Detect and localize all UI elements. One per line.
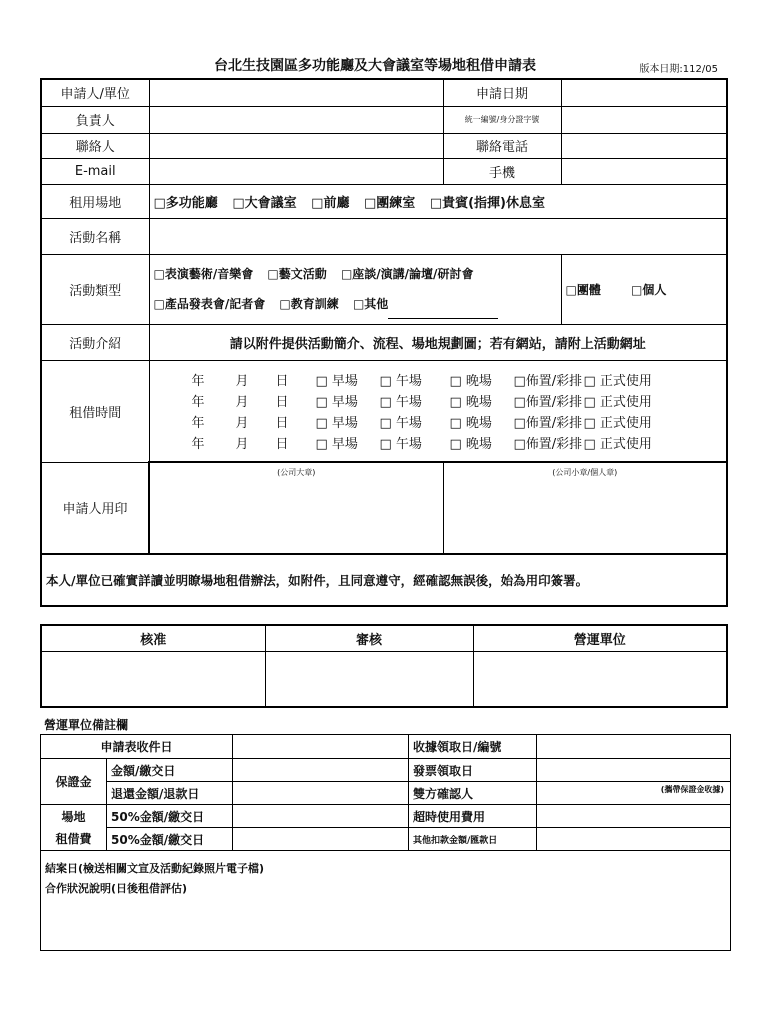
time-cell[interactable]: □ 午場 bbox=[379, 436, 422, 452]
confirm-field[interactable] bbox=[537, 782, 731, 805]
mobile-label: 手機 bbox=[443, 158, 561, 184]
seal-small-caption: (公司小章/個人章) bbox=[552, 468, 618, 477]
received-date-label: 申請表收件日 bbox=[41, 735, 233, 759]
overtime-field[interactable] bbox=[537, 805, 731, 828]
type-option[interactable]: □藝文活動 bbox=[267, 267, 327, 281]
time-label: 租借時間 bbox=[41, 360, 149, 462]
half1-field[interactable] bbox=[233, 805, 409, 828]
venue-fee-label: 場地 bbox=[41, 805, 107, 828]
seal-company-box[interactable] bbox=[149, 462, 443, 554]
seal-company-caption: (公司大章) bbox=[277, 468, 316, 477]
venue-option[interactable]: □大會議室 bbox=[232, 195, 297, 211]
time-cell[interactable]: □ 午場 bbox=[379, 394, 422, 410]
event-type-options bbox=[149, 254, 561, 324]
type-option[interactable]: □座談/演講/論壇/研討會 bbox=[340, 267, 474, 281]
application-table bbox=[40, 78, 728, 607]
half2-field[interactable] bbox=[233, 828, 409, 851]
time-cell: 月 bbox=[235, 394, 249, 410]
time-cell[interactable]: □ 晚場 bbox=[449, 415, 492, 431]
event-name-field[interactable] bbox=[149, 218, 727, 254]
contact-label: 聯絡人 bbox=[41, 133, 149, 158]
apply-date-field[interactable] bbox=[561, 79, 727, 106]
overtime-label: 超時使用費用 bbox=[409, 805, 537, 828]
amount-paid-field[interactable] bbox=[233, 759, 409, 782]
closing-label: 結案日(檢送相關文宣及活動紀錄照片電子檔) bbox=[45, 862, 265, 875]
venue-option[interactable]: □貴賓(指揮)休息室 bbox=[429, 195, 545, 211]
venue-option[interactable]: □多功能廳 bbox=[153, 195, 218, 211]
email-field[interactable] bbox=[149, 158, 443, 184]
manager-field[interactable] bbox=[149, 106, 443, 133]
declaration: 本人/單位已確實詳讀並明瞭場地租借辦法，如附件，且同意遵守，經確認無誤後，始為用印簽署。 bbox=[41, 554, 727, 606]
time-cell[interactable]: □ 早場 bbox=[315, 436, 358, 452]
ops-sign[interactable] bbox=[473, 651, 727, 707]
time-cell[interactable]: □ 早場 bbox=[315, 373, 358, 389]
time-cell[interactable]: □ 正式使用 bbox=[583, 373, 652, 389]
time-cell: 年 bbox=[191, 394, 205, 410]
approval-table bbox=[40, 624, 728, 708]
amount-paid-label: 金額/繳交日 bbox=[107, 759, 233, 782]
time-cell: 日 bbox=[275, 415, 289, 431]
time-cell: 月 bbox=[235, 436, 249, 452]
ops-section-title: 營運單位備註欄 bbox=[44, 718, 129, 732]
event-type-label: 活動類型 bbox=[41, 254, 149, 324]
time-cell: 月 bbox=[235, 415, 249, 431]
applicant-label: 申請人/單位 bbox=[41, 79, 149, 106]
contact-field[interactable] bbox=[149, 133, 443, 158]
receipt-field[interactable] bbox=[537, 735, 731, 759]
time-cell: 年 bbox=[191, 415, 205, 431]
time-cell: 年 bbox=[191, 436, 205, 452]
cooperation-label: 合作狀況說明(日後租借評估) bbox=[45, 882, 188, 895]
invoice-label: 發票領取日 bbox=[409, 759, 537, 782]
apply-date-label: 申請日期 bbox=[443, 79, 561, 106]
time-cell[interactable]: □ 午場 bbox=[379, 415, 422, 431]
time-cell[interactable]: □ 午場 bbox=[379, 373, 422, 389]
time-cell[interactable]: □佈置/彩排 bbox=[513, 373, 583, 389]
refund-label: 退還金額/退款日 bbox=[107, 782, 233, 805]
intro-text: 請以附件提供活動簡介、流程、場地規劃圖；若有網站，請附上活動網址 bbox=[149, 324, 727, 360]
time-cell[interactable]: □ 晚場 bbox=[449, 373, 492, 389]
other-line[interactable] bbox=[388, 307, 498, 319]
ops-header: 營運單位 bbox=[473, 625, 727, 651]
time-cell[interactable]: □佈置/彩排 bbox=[513, 394, 583, 410]
id-label: 統一編號/身分證字號 bbox=[443, 106, 561, 133]
time-cell[interactable]: □ 晚場 bbox=[449, 394, 492, 410]
time-cell[interactable]: □ 正式使用 bbox=[583, 394, 652, 410]
time-cell: 日 bbox=[275, 373, 289, 389]
half1-label: 50%金額/繳交日 bbox=[107, 805, 233, 828]
deposit-label: 保證金 bbox=[41, 759, 107, 805]
time-cell[interactable]: □ 早場 bbox=[315, 394, 358, 410]
approve-header: 核准 bbox=[41, 625, 265, 651]
email-label: E-mail bbox=[41, 158, 149, 184]
time-grid bbox=[192, 370, 723, 452]
version-date: 版本日期:112/05 bbox=[639, 64, 718, 75]
group-option[interactable]: □個人 bbox=[631, 282, 667, 297]
id-field[interactable] bbox=[561, 106, 727, 133]
event-name-label: 活動名稱 bbox=[41, 218, 149, 254]
refund-field[interactable] bbox=[233, 782, 409, 805]
intro-label: 活動介紹 bbox=[41, 324, 149, 360]
phone-label: 聯絡電話 bbox=[443, 133, 561, 158]
time-cell: 日 bbox=[275, 436, 289, 452]
time-cell[interactable]: □ 正式使用 bbox=[583, 436, 652, 452]
mobile-field[interactable] bbox=[561, 158, 727, 184]
approve-sign[interactable] bbox=[41, 651, 265, 707]
time-cell: 月 bbox=[235, 373, 249, 389]
applicant-field[interactable] bbox=[149, 79, 443, 106]
time-cell[interactable]: □ 正式使用 bbox=[583, 415, 652, 431]
carry-receipt-note: (攜帶保證金收據) bbox=[660, 785, 725, 794]
time-grid-cell bbox=[149, 360, 727, 462]
group-option[interactable]: □團體 bbox=[565, 282, 601, 297]
review-sign[interactable] bbox=[265, 651, 473, 707]
rent-fee-label: 租借費 bbox=[41, 828, 107, 851]
closing-notes[interactable] bbox=[41, 851, 731, 951]
time-cell[interactable]: □ 早場 bbox=[315, 415, 358, 431]
time-cell[interactable]: □ 晚場 bbox=[449, 436, 492, 452]
receipt-label: 收據領取日/編號 bbox=[409, 735, 537, 759]
confirm-label: 雙方確認人 bbox=[409, 782, 537, 805]
other-deduct-label: 其他扣款金額/匯款日 bbox=[409, 828, 537, 851]
phone-field[interactable] bbox=[561, 133, 727, 158]
time-cell[interactable]: □佈置/彩排 bbox=[513, 415, 583, 431]
venue-option[interactable]: □團練室 bbox=[363, 195, 416, 211]
time-cell[interactable]: □佈置/彩排 bbox=[513, 436, 583, 452]
group-options bbox=[561, 254, 727, 324]
half2-label: 50%金額/繳交日 bbox=[107, 828, 233, 851]
time-cell: 日 bbox=[275, 394, 289, 410]
received-date-field[interactable] bbox=[233, 735, 409, 759]
time-cell: 年 bbox=[191, 373, 205, 389]
venue-label: 租用場地 bbox=[41, 184, 149, 218]
type-option[interactable]: □教育訓練 bbox=[279, 297, 339, 311]
manager-label: 負責人 bbox=[41, 106, 149, 133]
review-header: 審核 bbox=[265, 625, 473, 651]
venue-option[interactable]: □前廳 bbox=[311, 195, 350, 211]
seal-small-box[interactable] bbox=[443, 462, 727, 554]
venue-options[interactable] bbox=[149, 184, 727, 218]
other-deduct-field[interactable] bbox=[537, 828, 731, 851]
type-option[interactable]: □產品發表會/記者會 bbox=[153, 297, 266, 311]
invoice-field[interactable] bbox=[537, 759, 731, 782]
ops-table bbox=[40, 734, 731, 951]
type-option[interactable]: □表演藝術/音樂會 bbox=[153, 267, 254, 281]
seal-label: 申請人用印 bbox=[41, 462, 149, 554]
form-title: 台北生技園區多功能廳及大會議室等場地租借申請表 bbox=[214, 58, 536, 74]
type-option-other[interactable]: □其他 bbox=[352, 297, 389, 311]
